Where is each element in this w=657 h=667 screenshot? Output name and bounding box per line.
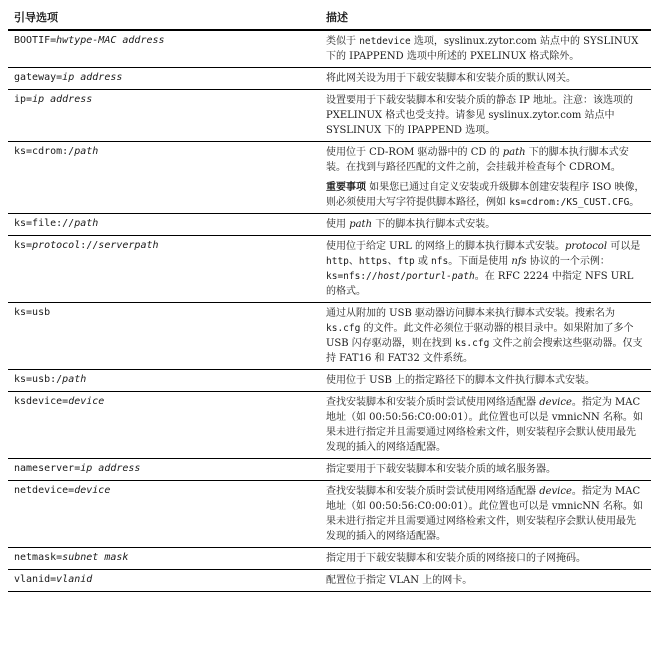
description-cell bbox=[320, 481, 651, 548]
option-cell bbox=[8, 548, 320, 570]
description-cell bbox=[320, 30, 651, 68]
option-param: device bbox=[74, 485, 111, 496]
table-row bbox=[8, 481, 651, 548]
desc-text: 使用 bbox=[326, 219, 350, 230]
note-code: ks=cdrom:/KS_CUST.CFG bbox=[509, 197, 630, 208]
desc-text: 、 bbox=[387, 256, 398, 267]
option-cell bbox=[8, 370, 320, 392]
description-cell bbox=[320, 548, 651, 570]
description-cell bbox=[320, 303, 651, 370]
option-param: path bbox=[62, 374, 87, 385]
desc-code: ks.cfg bbox=[454, 338, 490, 349]
desc-param: protocol bbox=[564, 241, 608, 252]
option-text: gateway= bbox=[14, 72, 63, 83]
option-text: BOOTIF= bbox=[14, 35, 57, 46]
option-text: ks= bbox=[14, 240, 33, 251]
table-row bbox=[8, 30, 651, 68]
table-row bbox=[8, 90, 651, 142]
desc-text: 通过从附加的 USB 驱动器访问脚本来执行脚本式安装。搜索名为 bbox=[326, 308, 615, 319]
option-cell bbox=[8, 142, 320, 214]
desc-text: 指定用于下载安装脚本和安装介质的网络接口的子网掩码。 bbox=[326, 553, 586, 564]
option-cell bbox=[8, 459, 320, 481]
table-row bbox=[8, 303, 651, 370]
desc-text: 协议的一个示例： bbox=[526, 256, 610, 267]
desc-text: 指定要用于下载安装脚本和安装介质的域名服务器。 bbox=[326, 464, 556, 475]
desc-param: path bbox=[349, 219, 373, 230]
option-param: ip address bbox=[32, 94, 93, 105]
desc-code: netdevice bbox=[359, 36, 411, 47]
desc-code: https bbox=[358, 256, 388, 267]
note-label: 重要事项 bbox=[326, 182, 366, 193]
option-text: :// bbox=[80, 240, 99, 251]
description-cell bbox=[320, 236, 651, 303]
desc-param: device bbox=[539, 486, 572, 497]
desc-text: 下的脚本执行脚本式安装。在找到与路径匹配的文件之前，会挂载并检查每个 CDROM。 bbox=[326, 147, 629, 173]
important-note bbox=[326, 180, 645, 210]
desc-param: nfs bbox=[511, 256, 527, 267]
option-text: ks=usb bbox=[14, 307, 51, 318]
table-row bbox=[8, 570, 651, 592]
desc-param: porturl-path bbox=[406, 271, 475, 282]
description-cell bbox=[320, 370, 651, 392]
desc-code: http bbox=[326, 256, 349, 267]
table-header-row bbox=[8, 6, 651, 30]
table-row bbox=[8, 214, 651, 236]
option-param: vlanid bbox=[56, 574, 93, 585]
option-text: vlanid= bbox=[14, 574, 57, 585]
option-param: hwtype-MAC address bbox=[56, 35, 165, 46]
desc-param: device bbox=[539, 397, 572, 408]
desc-paragraph bbox=[326, 145, 645, 175]
option-cell bbox=[8, 68, 320, 90]
desc-text: 。下面是使用 bbox=[448, 256, 512, 267]
description-cell bbox=[320, 90, 651, 142]
desc-text: 使用位于 USB 上的指定路径下的脚本文件执行脚本式安装。 bbox=[326, 375, 595, 386]
description-cell bbox=[320, 459, 651, 481]
desc-text: 选项，syslinux.zytor.com 站点中的 SYSLINUX 下的 IPAPPEND 选项中所述的 PXELINUX 格式除外。 bbox=[326, 36, 639, 62]
option-cell bbox=[8, 214, 320, 236]
note-text: 如果您已通过自定义安装或升级脚本创建安装程序 ISO 映像，则必须使用大写字符提供脚本路径，例如 bbox=[326, 182, 645, 208]
table-row bbox=[8, 68, 651, 90]
header-description: 描述 bbox=[320, 6, 651, 30]
desc-text: 将此网关设为用于下载安装脚本和安装介质的默认网关。 bbox=[326, 73, 576, 84]
table-row bbox=[8, 392, 651, 459]
option-cell bbox=[8, 236, 320, 303]
option-param: serverpath bbox=[98, 240, 159, 251]
desc-param: host bbox=[377, 271, 401, 282]
desc-code: ks=nfs:// bbox=[326, 271, 378, 282]
option-text: ksdevice= bbox=[14, 396, 69, 407]
desc-text: 使用位于 CD-ROM 驱动器中的 CD 的 bbox=[326, 147, 503, 158]
option-cell bbox=[8, 481, 320, 548]
option-text: ks=usb:/ bbox=[14, 374, 63, 385]
description-cell bbox=[320, 142, 651, 214]
desc-text: 、 bbox=[348, 256, 359, 267]
desc-text: 。指定为 MAC 地址（如 00:50:56:C0:00:01）。此位置也可以是 vmnicNN 名称。如果未进行指定并且需要通过网络检索文件，则安装程序会默认使用最先发现的插入的网络适配器。 bbox=[326, 486, 643, 542]
desc-text: 或 bbox=[414, 256, 432, 267]
desc-code: ftp bbox=[397, 256, 415, 267]
desc-text: 文件之前会搜索这些驱动器。仅支持 FAT16 和 FAT32 文件系统。 bbox=[326, 338, 643, 364]
option-param: path bbox=[74, 218, 99, 229]
option-param: protocol bbox=[32, 240, 81, 251]
table-row bbox=[8, 459, 651, 481]
desc-text: 使用位于给定 URL 的网络上的脚本执行脚本式安装。 bbox=[326, 241, 565, 252]
description-cell bbox=[320, 570, 651, 592]
option-text: netmask= bbox=[14, 552, 63, 563]
desc-text: 配置位于指定 VLAN 上的网卡。 bbox=[326, 575, 473, 586]
option-text: nameserver= bbox=[14, 463, 81, 474]
desc-code: / bbox=[400, 271, 407, 282]
option-param: ip address bbox=[62, 72, 123, 83]
option-text: ks=cdrom:/ bbox=[14, 146, 75, 157]
table-row bbox=[8, 548, 651, 570]
description-cell bbox=[320, 68, 651, 90]
desc-text: 。在 RFC 2224 中指定 NFS URL 的格式。 bbox=[326, 271, 634, 297]
option-param: device bbox=[68, 396, 105, 407]
option-cell bbox=[8, 30, 320, 68]
desc-text: 类似于 bbox=[326, 36, 360, 47]
option-param: subnet mask bbox=[62, 552, 129, 563]
option-text: netdevice= bbox=[14, 485, 75, 496]
option-cell bbox=[8, 392, 320, 459]
option-cell bbox=[8, 303, 320, 370]
table-row bbox=[8, 236, 651, 303]
option-text: ks=file:// bbox=[14, 218, 75, 229]
table-row bbox=[8, 142, 651, 214]
desc-text: 查找安装脚本和安装介质时尝试使用网络适配器 bbox=[326, 486, 540, 497]
note-text: 。 bbox=[629, 197, 640, 208]
desc-text: 下的脚本执行脚本式安装。 bbox=[372, 219, 496, 230]
desc-text: 设置要用于下载安装脚本和安装介质的静态 IP 地址。注意：该选项的 PXELINUX 格式也受支持。请参见 syslinux.zytor.com 站点中 SYSLINUX 下的 IPAPPEND 选项。 bbox=[326, 95, 634, 136]
header-option: 引导选项 bbox=[8, 6, 320, 30]
desc-code: ks.cfg bbox=[326, 323, 361, 334]
option-cell bbox=[8, 90, 320, 142]
desc-text: 查找安装脚本和安装介质时尝试使用网络适配器 bbox=[326, 397, 540, 408]
boot-options-table bbox=[8, 6, 651, 592]
option-cell bbox=[8, 570, 320, 592]
desc-text: 可以是 bbox=[607, 241, 641, 252]
desc-text: 。指定为 MAC 地址（如 00:50:56:C0:00:01）。此位置也可以是 vmnicNN 名称。如果未进行指定并且需要通过网络检索文件，则安装程序会默认使用最先发现的插入的网络适配器。 bbox=[326, 397, 643, 453]
option-text: ip= bbox=[14, 94, 33, 105]
desc-code: nfs bbox=[431, 256, 449, 267]
option-param: path bbox=[74, 146, 99, 157]
table-row bbox=[8, 370, 651, 392]
option-param: ip address bbox=[80, 463, 141, 474]
desc-text: 的文件。此文件必须位于驱动器的根目录中。如果附加了多个 USB 闪存驱动器，则在找到 bbox=[326, 323, 634, 349]
description-cell bbox=[320, 392, 651, 459]
description-cell bbox=[320, 214, 651, 236]
desc-param: path bbox=[502, 147, 526, 158]
